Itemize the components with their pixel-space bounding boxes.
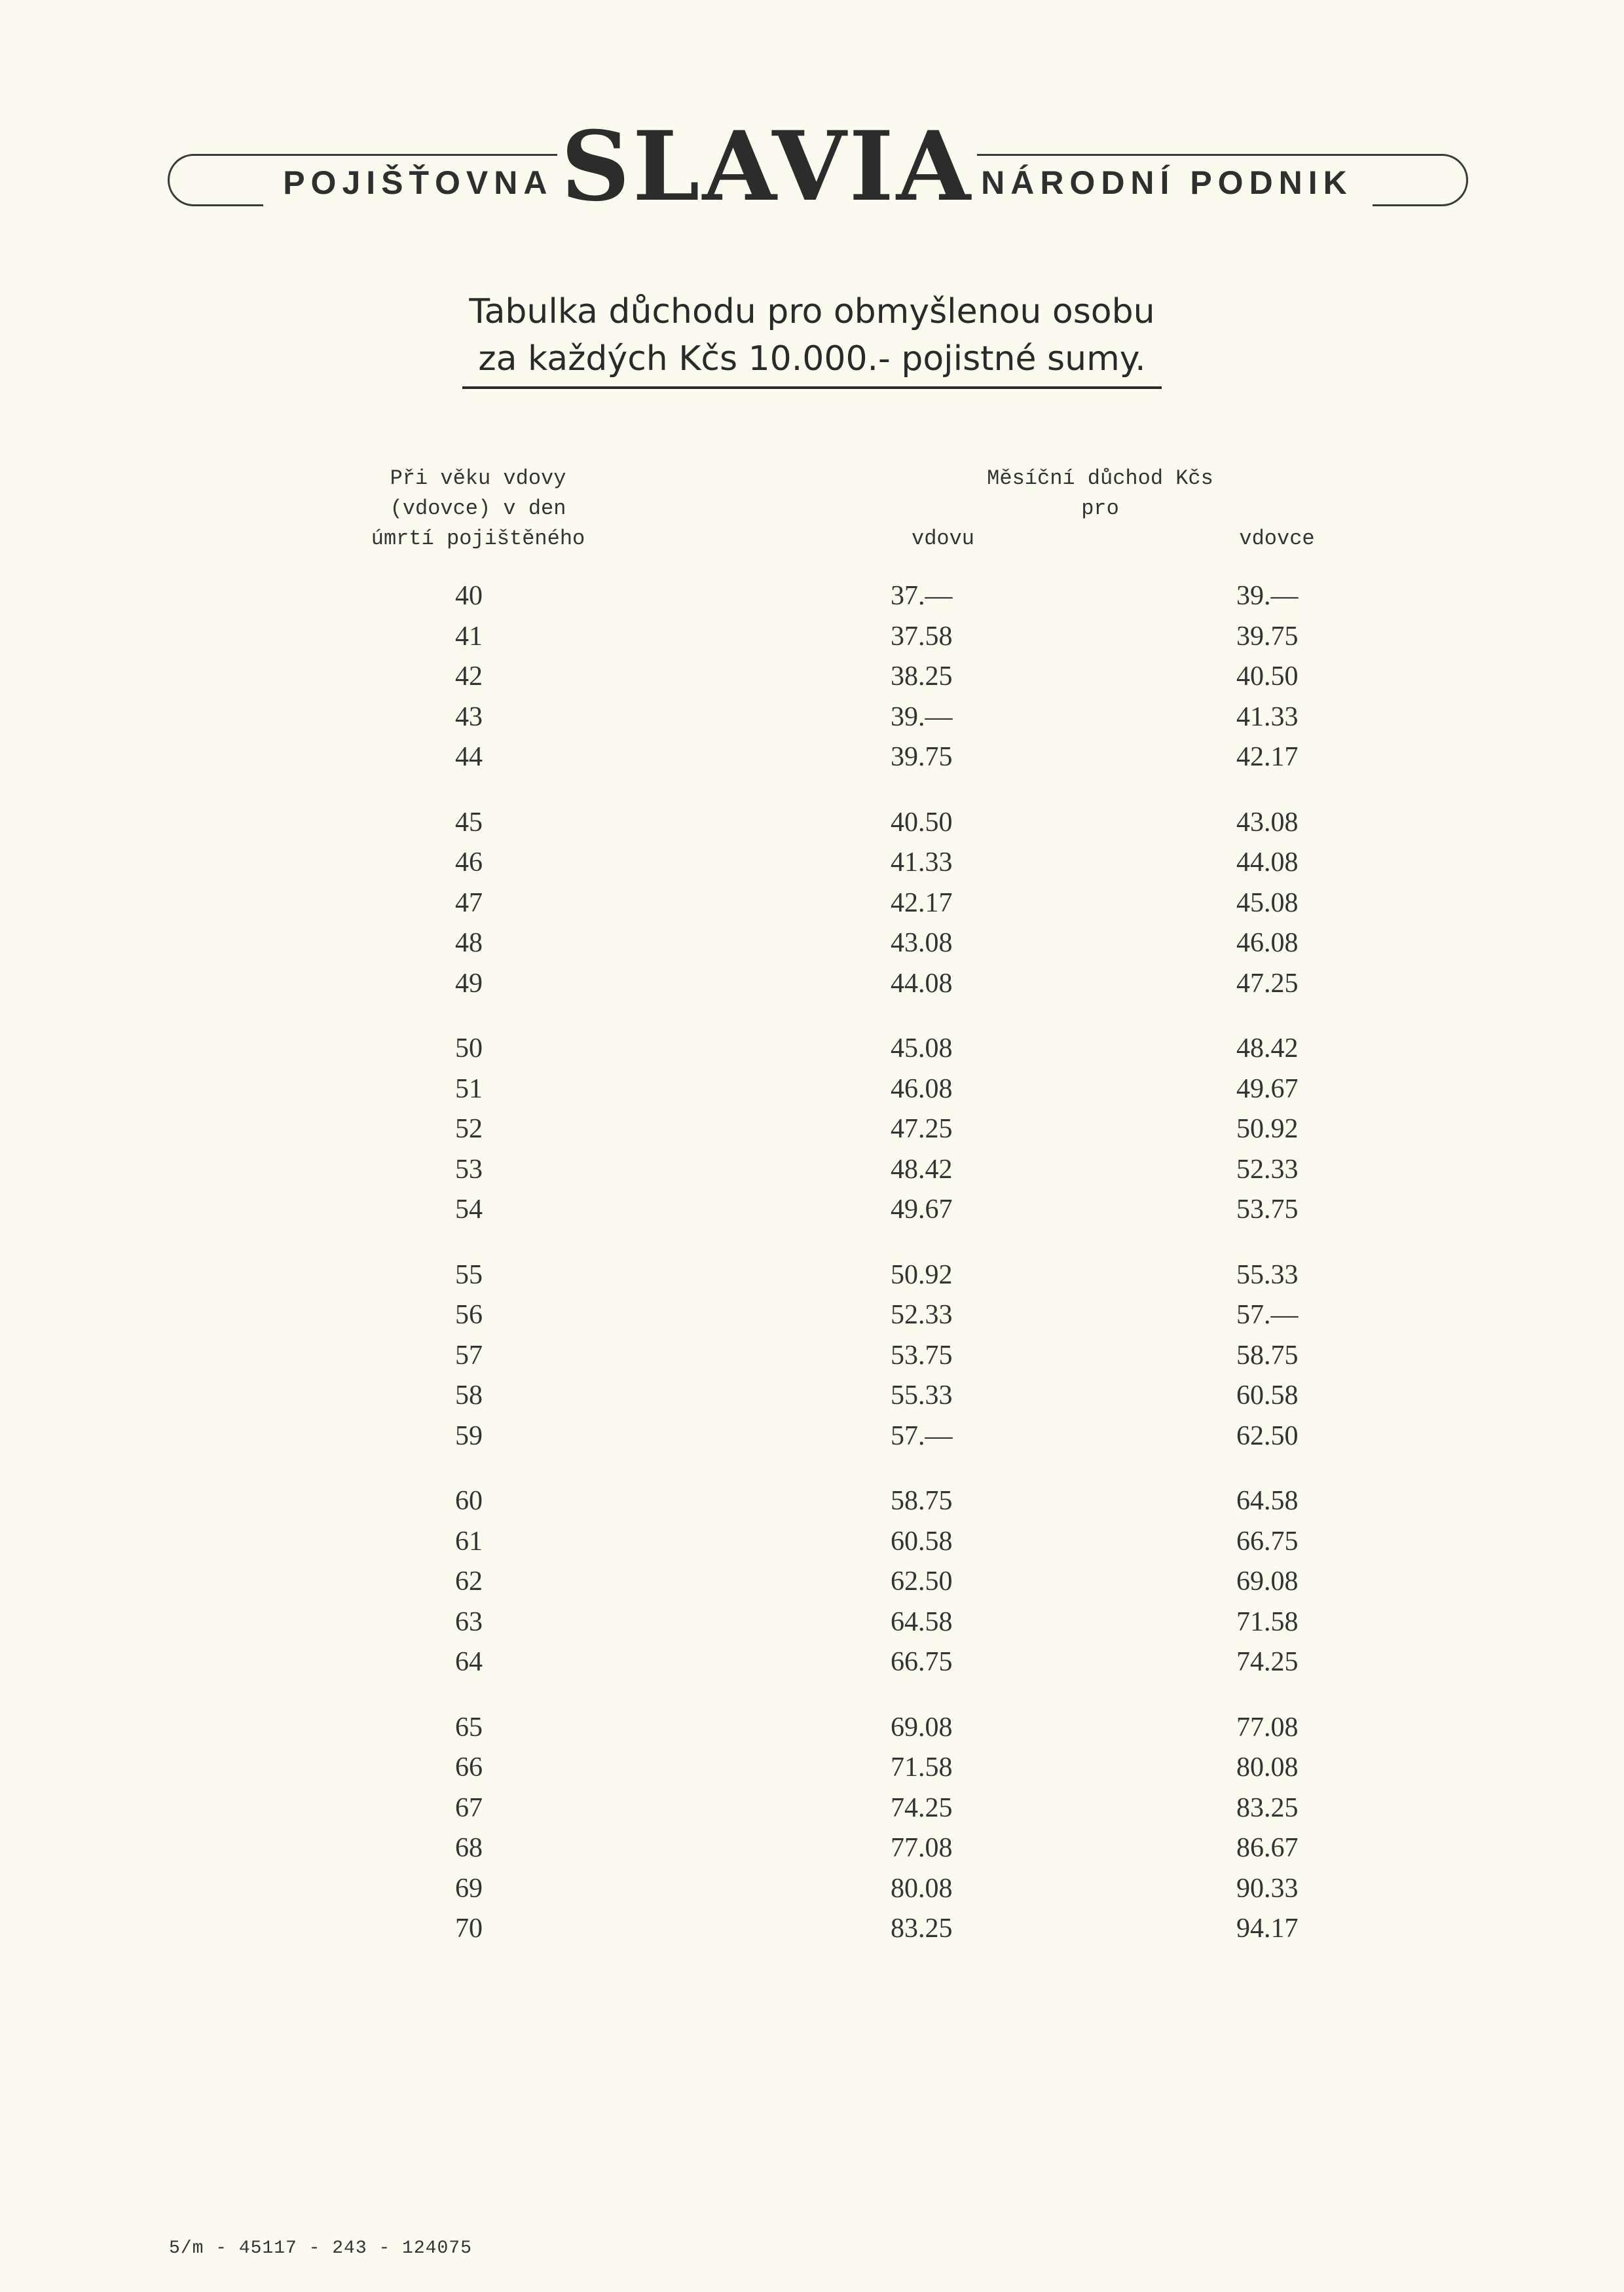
rate-table: [367, 576, 1329, 1974]
letterhead-row: [168, 111, 1468, 223]
vdovu-cell: 37.—: [891, 581, 953, 611]
table-row: [367, 1869, 1329, 1910]
vdovce-cell: 58.75: [1236, 1340, 1299, 1371]
vdovce-cell: 39.75: [1236, 621, 1299, 652]
vdovce-cell: 47.25: [1236, 968, 1299, 999]
age-cell: 49: [455, 968, 483, 999]
table-row: [367, 964, 1329, 1005]
table-row: [367, 1602, 1329, 1643]
table-row: [367, 1376, 1329, 1416]
vdovce-cell: 41.33: [1236, 701, 1299, 732]
age-cell: 62: [455, 1566, 483, 1597]
age-cell: 47: [455, 887, 483, 918]
table-row: [367, 843, 1329, 883]
letterhead-left-text: POJIŠŤOVNA: [263, 164, 557, 216]
vdovu-cell: 40.50: [891, 807, 953, 838]
vdovu-cell: 71.58: [891, 1752, 953, 1783]
vdovce-cell: 52.33: [1236, 1154, 1299, 1185]
table-row: [367, 1481, 1329, 1522]
vdovu-cell: 39.—: [891, 701, 953, 732]
vdovce-cell: 53.75: [1236, 1194, 1299, 1225]
age-cell: 40: [455, 581, 483, 611]
vdovu-cell: 58.75: [891, 1486, 953, 1516]
age-cell: 60: [455, 1486, 483, 1516]
vdovu-cell: 50.92: [891, 1259, 953, 1290]
age-cell: 52: [455, 1114, 483, 1144]
age-cell: 43: [455, 701, 483, 732]
header-age-line: (vdovce) v den: [390, 496, 566, 521]
vdovu-cell: 45.08: [891, 1033, 953, 1063]
vdovce-cell: 66.75: [1236, 1526, 1299, 1557]
table-row: [367, 697, 1329, 738]
vdovu-cell: 74.25: [891, 1792, 953, 1823]
table-row: [367, 923, 1329, 964]
table-group: [367, 1481, 1329, 1683]
vdovu-cell: 64.58: [891, 1606, 953, 1637]
table-row: [367, 1909, 1329, 1950]
vdovu-cell: 39.75: [891, 742, 953, 772]
table-row: [367, 617, 1329, 657]
table-row: [367, 1562, 1329, 1602]
age-cell: 57: [455, 1340, 483, 1371]
table-row: [367, 1788, 1329, 1829]
vdovu-cell: 60.58: [891, 1526, 953, 1557]
age-cell: 56: [455, 1300, 483, 1330]
table-row: [367, 1828, 1329, 1869]
vdovu-cell: 66.75: [891, 1647, 953, 1677]
vdovu-cell: 53.75: [891, 1340, 953, 1371]
vdovce-cell: 39.—: [1236, 581, 1299, 611]
vdovu-cell: 77.08: [891, 1833, 953, 1863]
table-row: [367, 576, 1329, 617]
table-group: [367, 803, 1329, 1005]
letterhead-brand: SLAVIA: [557, 118, 978, 216]
vdovce-cell: 90.33: [1236, 1873, 1299, 1904]
vdovce-cell: 94.17: [1236, 1913, 1299, 1944]
table-row: [367, 1642, 1329, 1683]
age-cell: 54: [455, 1194, 483, 1225]
table-row: [367, 1336, 1329, 1377]
title-line-1: Tabulka důchodu pro obmyšlenou osobu: [469, 292, 1155, 331]
age-cell: 70: [455, 1913, 483, 1944]
age-cell: 48: [455, 928, 483, 958]
vdovu-cell: 55.33: [891, 1380, 953, 1411]
header-monthly-line: pro: [1081, 496, 1119, 521]
table-row: [367, 1295, 1329, 1336]
age-cell: 68: [455, 1833, 483, 1863]
header-monthly-line: Měsíční důchod Kčs: [987, 466, 1213, 490]
age-cell: 58: [455, 1380, 483, 1411]
vdovce-cell: 45.08: [1236, 887, 1299, 918]
table-group: [367, 1708, 1329, 1950]
table-row: [367, 1748, 1329, 1788]
header-monthly: [956, 464, 1244, 524]
age-cell: 45: [455, 807, 483, 838]
vdovce-cell: 46.08: [1236, 928, 1299, 958]
table-row: [367, 803, 1329, 843]
vdovce-cell: 69.08: [1236, 1566, 1299, 1597]
vdovce-cell: 49.67: [1236, 1073, 1299, 1104]
age-cell: 51: [455, 1073, 483, 1104]
table-row: [367, 1069, 1329, 1110]
age-cell: 66: [455, 1752, 483, 1783]
vdovce-cell: 48.42: [1236, 1033, 1299, 1063]
document-title: [0, 288, 1624, 389]
title-line-2: za každých Kčs 10.000.- pojistné sumy.: [462, 335, 1161, 389]
table-row: [367, 657, 1329, 697]
header-age: [367, 464, 589, 554]
vdovce-cell: 71.58: [1236, 1606, 1299, 1637]
vdovce-cell: 50.92: [1236, 1114, 1299, 1144]
vdovu-cell: 38.25: [891, 661, 953, 692]
vdovce-cell: 64.58: [1236, 1486, 1299, 1516]
letterhead: [168, 111, 1468, 223]
age-cell: 64: [455, 1647, 483, 1677]
vdovce-cell: 55.33: [1236, 1259, 1299, 1290]
vdovu-cell: 46.08: [891, 1073, 953, 1104]
vdovce-cell: 62.50: [1236, 1420, 1299, 1451]
vdovu-cell: 52.33: [891, 1300, 953, 1330]
table-group: [367, 1255, 1329, 1457]
vdovce-cell: 80.08: [1236, 1752, 1299, 1783]
vdovu-cell: 49.67: [891, 1194, 953, 1225]
age-cell: 44: [455, 742, 483, 772]
vdovce-cell: 60.58: [1236, 1380, 1299, 1411]
age-cell: 42: [455, 661, 483, 692]
vdovu-cell: 43.08: [891, 928, 953, 958]
table-row: [367, 1190, 1329, 1230]
age-cell: 61: [455, 1526, 483, 1557]
vdovu-cell: 44.08: [891, 968, 953, 999]
age-cell: 46: [455, 847, 483, 878]
vdovu-cell: 48.42: [891, 1154, 953, 1185]
age-cell: 65: [455, 1712, 483, 1743]
vdovce-cell: 77.08: [1236, 1712, 1299, 1743]
vdovce-cell: 83.25: [1236, 1792, 1299, 1823]
vdovu-cell: 37.58: [891, 621, 953, 652]
vdovu-cell: 83.25: [891, 1913, 953, 1944]
age-cell: 50: [455, 1033, 483, 1063]
vdovu-cell: 69.08: [891, 1712, 953, 1743]
vdovu-cell: 42.17: [891, 887, 953, 918]
age-cell: 59: [455, 1420, 483, 1451]
table-row: [367, 1150, 1329, 1191]
letterhead-right-text: NÁRODNÍ PODNIK: [977, 164, 1373, 216]
table-row: [367, 1522, 1329, 1562]
table-group: [367, 1029, 1329, 1230]
vdovu-cell: 80.08: [891, 1873, 953, 1904]
vdovce-cell: 86.67: [1236, 1833, 1299, 1863]
vdovu-cell: 57.—: [891, 1420, 953, 1451]
header-age-line: Při věku vdovy: [390, 466, 566, 490]
vdovce-cell: 74.25: [1236, 1647, 1299, 1677]
table-row: [367, 883, 1329, 924]
vdovce-cell: 42.17: [1236, 742, 1299, 772]
print-code-footer: 5/m - 45117 - 243 - 124075: [169, 2238, 472, 2259]
table-row: [367, 1255, 1329, 1296]
vdovu-cell: 47.25: [891, 1114, 953, 1144]
vdovu-cell: 62.50: [891, 1566, 953, 1597]
vdovce-cell: 44.08: [1236, 847, 1299, 878]
table-row: [367, 1029, 1329, 1069]
table-group: [367, 576, 1329, 778]
vdovce-cell: 43.08: [1236, 807, 1299, 838]
table-row: [367, 1708, 1329, 1748]
table-row: [367, 737, 1329, 778]
table-row: [367, 1109, 1329, 1150]
age-cell: 55: [455, 1259, 483, 1290]
table-row: [367, 1416, 1329, 1457]
age-cell: 63: [455, 1606, 483, 1637]
age-cell: 53: [455, 1154, 483, 1185]
vdovu-cell: 41.33: [891, 847, 953, 878]
header-vdovu: vdovu: [911, 527, 974, 551]
vdovce-cell: 40.50: [1236, 661, 1299, 692]
age-cell: 69: [455, 1873, 483, 1904]
age-cell: 67: [455, 1792, 483, 1823]
vdovce-cell: 57.—: [1236, 1300, 1299, 1330]
header-vdovce: vdovce: [1239, 527, 1315, 551]
header-age-line: úmrtí pojištěného: [371, 527, 585, 551]
age-cell: 41: [455, 621, 483, 652]
